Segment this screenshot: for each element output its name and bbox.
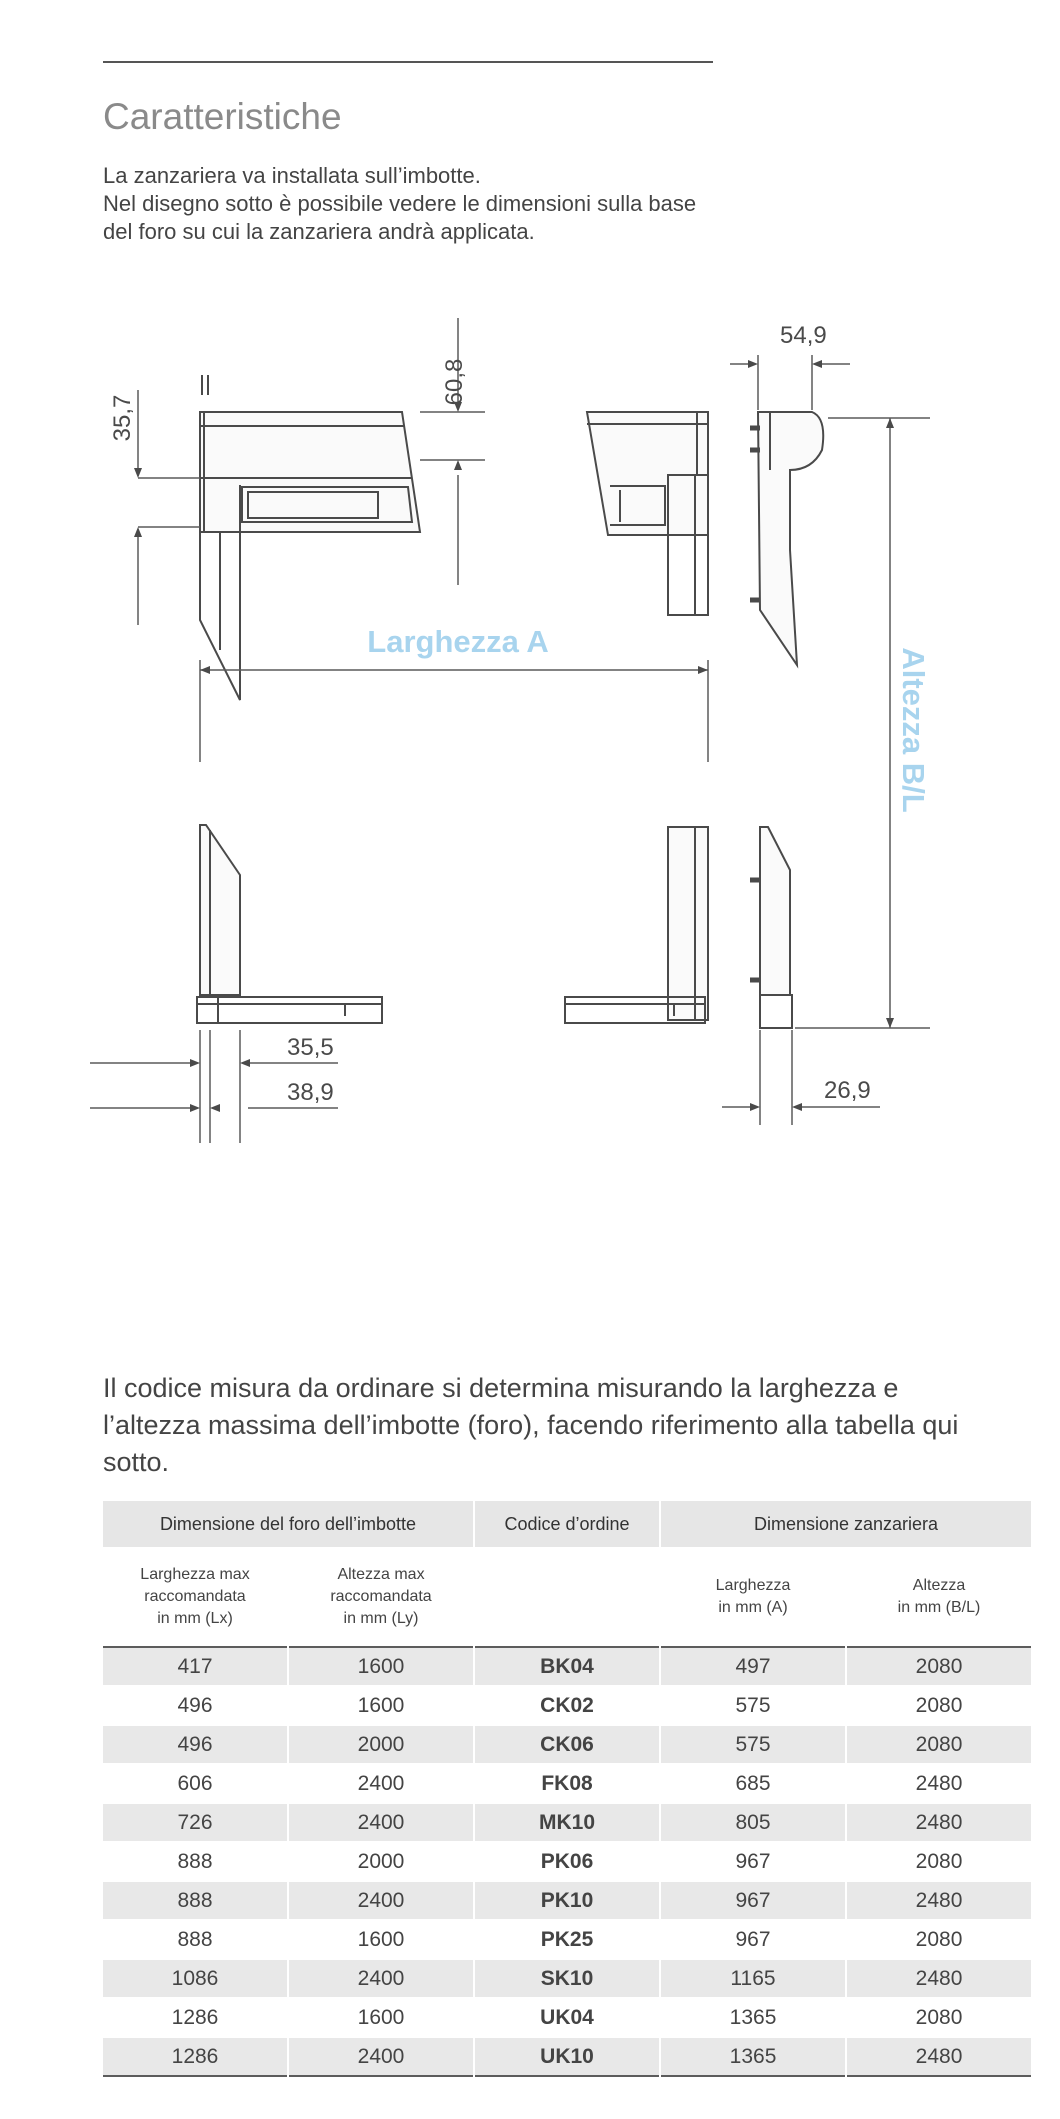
table-cell: 2080 (847, 1726, 1031, 1765)
table-cell: 497 (661, 1648, 845, 1687)
table-cell: 2400 (289, 1804, 473, 1843)
table-cell: 575 (661, 1726, 845, 1765)
dim-label-60-8: 60,8 (441, 358, 468, 406)
table-row (103, 1765, 1031, 1804)
order-code-cell: UK04 (475, 1999, 659, 2038)
order-code-cell: PK06 (475, 1843, 659, 1882)
order-code-cell: FK08 (475, 1765, 659, 1804)
table-cell: 2400 (289, 1960, 473, 1999)
intro-text (103, 162, 743, 246)
order-code-cell: MK10 (475, 1804, 659, 1843)
dim-label-38-9: 38,9 (287, 1079, 334, 1106)
table-cell: 496 (103, 1726, 287, 1765)
table-group-header (103, 1501, 1031, 1547)
table-cell: 888 (103, 1882, 287, 1921)
table-cell: 967 (661, 1921, 845, 1960)
subheader-text: Altezza in mm (B/L) (897, 1576, 981, 1616)
order-code-text: Il codice misura da ordinare si determina misurando la larghezza e l’altezza massima dell’imbotte (foro), facendo riferimento alla tabella qui sotto. (103, 1373, 959, 1477)
table-cell: 2480 (847, 1765, 1031, 1804)
dim-label-54-9: 54,9 (780, 322, 827, 349)
size-table-wrapper (103, 1501, 1031, 2077)
order-code-cell: BK04 (475, 1648, 659, 1687)
intro-line: La zanzariera va installata sull’imbotte. (103, 163, 481, 188)
order-code-cell: PK10 (475, 1882, 659, 1921)
group-header-foro: Dimensione del foro dell’imbotte (103, 1501, 473, 1547)
table-cell: 2480 (847, 1960, 1031, 1999)
dim-label-35-5: 35,5 (287, 1034, 334, 1061)
table-cell: 1365 (661, 2038, 845, 2077)
table-cell: 575 (661, 1687, 845, 1726)
order-code-cell: CK06 (475, 1726, 659, 1765)
group-header-zanzariera: Dimensione zanzariera (661, 1501, 1031, 1547)
table-cell: 1286 (103, 2038, 287, 2077)
label-larghezza-a: Larghezza A (367, 624, 549, 659)
table-subheader (103, 1547, 1031, 1648)
dim-label-26-9: 26,9 (824, 1077, 871, 1104)
profile-bottom-middle (565, 827, 708, 1023)
subheader-altezza-bl (847, 1547, 1031, 1648)
table-cell: 1165 (661, 1960, 845, 1999)
table-row (103, 1882, 1031, 1921)
profile-top-middle (587, 412, 708, 615)
table-cell: 2080 (847, 1921, 1031, 1960)
table-cell: 967 (661, 1843, 845, 1882)
size-table (101, 1501, 1033, 2077)
group-header-codice: Codice d’ordine (475, 1501, 659, 1547)
table-cell: 2000 (289, 1843, 473, 1882)
label-altezza-bl: Altezza B/L (896, 647, 931, 813)
table-cell: 1600 (289, 1999, 473, 2038)
subheader-larghezza-max (103, 1547, 287, 1648)
table-cell: 726 (103, 1804, 287, 1843)
order-code-cell: SK10 (475, 1960, 659, 1999)
order-code-cell: UK10 (475, 2038, 659, 2077)
table-cell: 1086 (103, 1960, 287, 1999)
table-row (103, 1726, 1031, 1765)
table-cell: 805 (661, 1804, 845, 1843)
table-cell: 888 (103, 1921, 287, 1960)
table-cell: 2400 (289, 1765, 473, 1804)
table-row (103, 2038, 1031, 2077)
table-cell: 2480 (847, 1804, 1031, 1843)
subheader-text: Larghezza in mm (A) (715, 1576, 791, 1616)
profile-bottom-left (197, 825, 382, 1023)
table-cell: 2480 (847, 1882, 1031, 1921)
table-cell: 2080 (847, 1648, 1031, 1687)
order-code-cell: CK02 (475, 1687, 659, 1726)
subheader-altezza-max (289, 1547, 473, 1648)
table-cell: 2080 (847, 1843, 1031, 1882)
table-cell: 888 (103, 1843, 287, 1882)
intro-line: del foro su cui la zanzariera andrà applicata. (103, 219, 535, 244)
top-divider (103, 61, 713, 63)
table-cell: 1600 (289, 1921, 473, 1960)
intro-line: Nel disegno sotto è possibile vedere le dimensioni sulla base (103, 191, 697, 216)
table-row (103, 1804, 1031, 1843)
table-cell: 1600 (289, 1687, 473, 1726)
table-cell: 496 (103, 1687, 287, 1726)
table-row (103, 1960, 1031, 1999)
table-cell: 2080 (847, 1999, 1031, 2038)
subheader-text: Altezza max raccomandata in mm (Ly) (330, 1565, 432, 1627)
table-row (103, 1687, 1031, 1726)
order-code-cell: PK25 (475, 1921, 659, 1960)
table-cell: 2080 (847, 1687, 1031, 1726)
table-cell: 2000 (289, 1726, 473, 1765)
table-cell: 967 (661, 1882, 845, 1921)
profile-bottom-right (750, 827, 792, 1028)
table-cell: 1600 (289, 1648, 473, 1687)
table-row (103, 1648, 1031, 1687)
table-cell: 606 (103, 1765, 287, 1804)
table-cell: 2480 (847, 2038, 1031, 2077)
table-cell: 1365 (661, 1999, 845, 2038)
table-cell: 1286 (103, 1999, 287, 2038)
subheader-larghezza-a (661, 1547, 845, 1648)
dim-label-35-7: 35,7 (109, 394, 136, 442)
table-cell: 2400 (289, 2038, 473, 2077)
technical-drawing-svg (90, 300, 950, 1160)
table-cell: 685 (661, 1765, 845, 1804)
profile-top-right (750, 412, 823, 665)
table-cell: 417 (103, 1648, 287, 1687)
subheader-codice (475, 1547, 659, 1648)
table-row (103, 1999, 1031, 2038)
subheader-text: Larghezza max raccomandata in mm (Lx) (140, 1565, 250, 1627)
technical-drawing (90, 300, 950, 1160)
table-row (103, 1843, 1031, 1882)
table-row (103, 1921, 1031, 1960)
table-cell: 2400 (289, 1882, 473, 1921)
page-title: Caratteristiche (103, 96, 342, 137)
